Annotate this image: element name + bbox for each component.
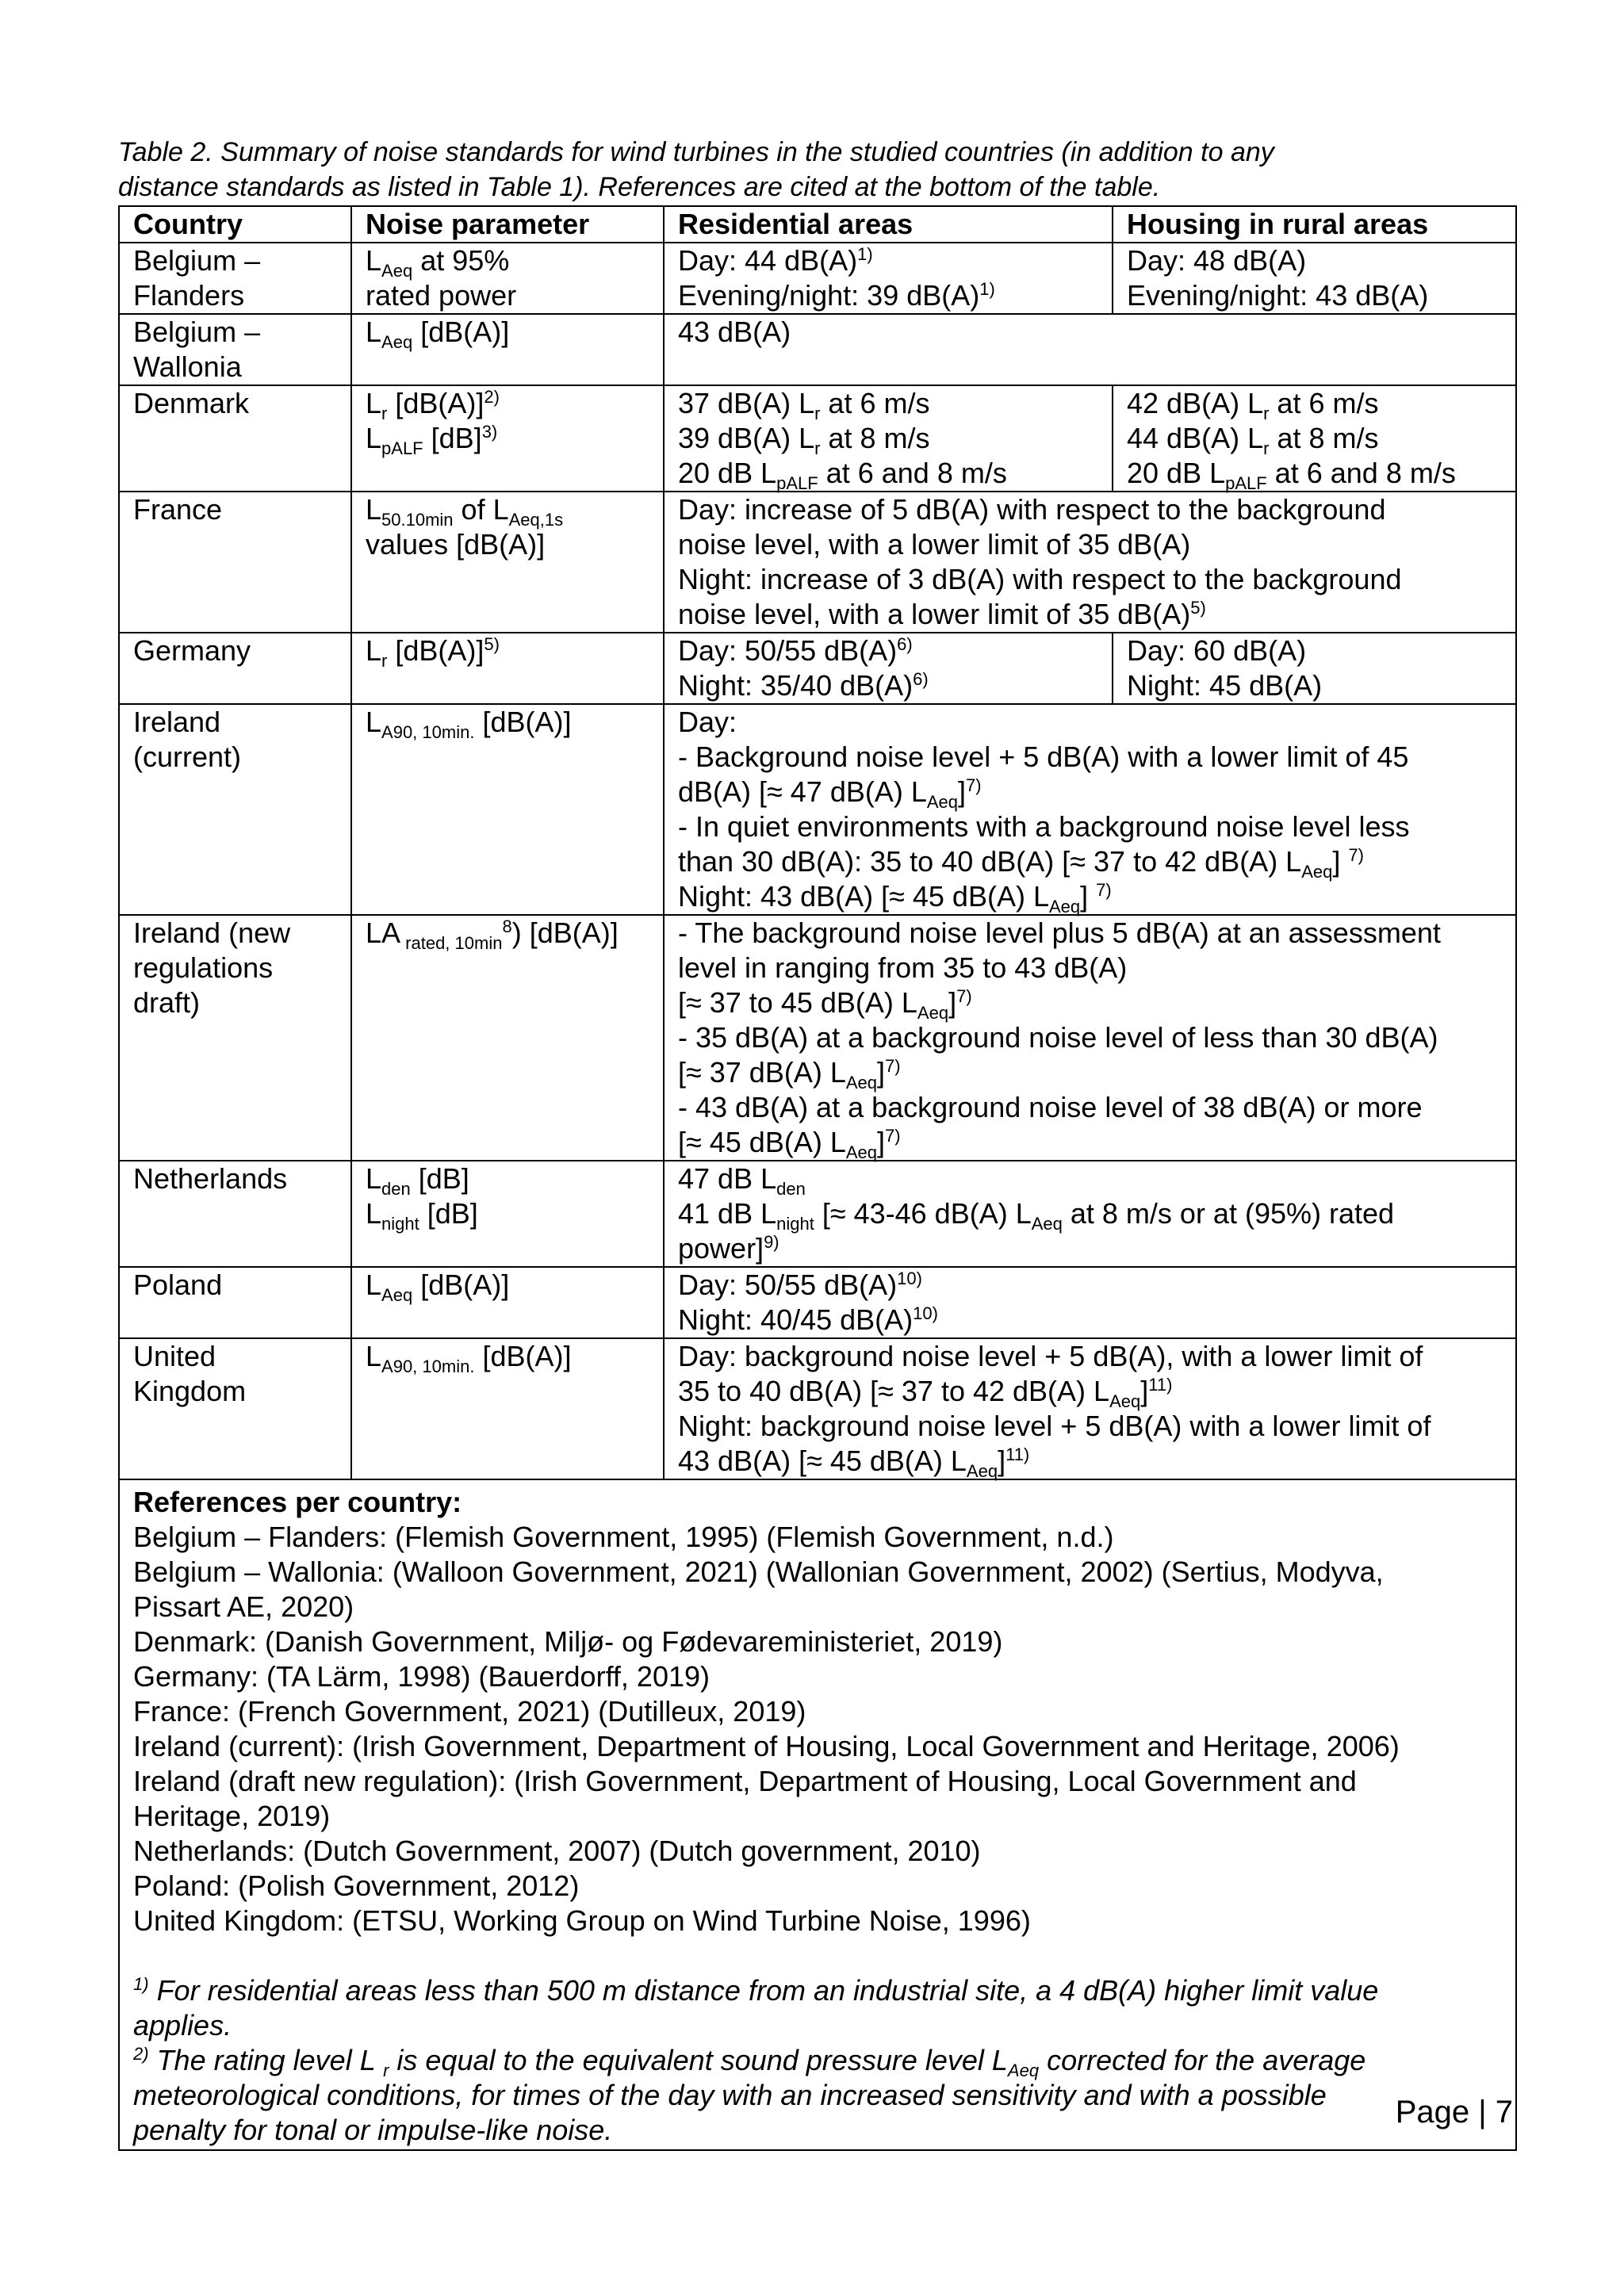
table-row — [119, 1338, 1516, 1479]
table-row — [119, 915, 1516, 1161]
noise-standards-table — [118, 205, 1517, 2151]
country-cell: United Kingdom — [119, 1338, 351, 1479]
table-row — [119, 1267, 1516, 1338]
country-cell: Denmark — [119, 385, 351, 492]
residential-cell: Day: 50/55 $dB(A)^{6)}$ Night: 35/40 $dB(A)^{6)}$ — [664, 633, 1113, 704]
reference-line: Germany: (TA Lärm, 1998) (Bauerdorff, 2019) — [133, 1660, 710, 1693]
parameter-cell: $L_{A90, 10min.}$ [dB(A)] — [351, 704, 664, 915]
residential-cell: - The background noise level plus 5 dB(A) at an assessment level in ranging from 35 to 43 dB(A) [≈ 37 to 45 dB(A) $L_{Aeq}]^{7)}$ - 35 dB(A) at a background noise level of less than 30 dB(A) [≈ 37 dB(A) $L_{Aeq}]^{7)}$ - 43 dB(A) at a background noise level of 38 dB(A) or more [≈ 45 dB(A) $L_{Aeq}]^{7)}$ — [664, 915, 1516, 1161]
table-row — [119, 314, 1516, 385]
table-row — [119, 243, 1516, 314]
header-row — [119, 206, 1516, 243]
country-cell: Ireland (new regulations draft) — [119, 915, 351, 1161]
rural-cell: Day: 48 dB(A) Evening/night: 43 dB(A) — [1113, 243, 1516, 314]
rural-cell: Day: 60 dB(A) Night: 45 dB(A) — [1113, 633, 1516, 704]
references-heading: References per country: — [133, 1486, 462, 1518]
rural-cell: 42 dB(A) $L_r$ at 6 m/s 44 dB(A) $L_r$ at 8 m/s 20 dB $L_{pALF}$ at 6 and 8 m/s — [1113, 385, 1516, 492]
country-cell: Germany — [119, 633, 351, 704]
country-cell: Poland — [119, 1267, 351, 1338]
table-caption — [118, 135, 1514, 205]
header-residential: Residential areas — [664, 206, 1113, 243]
reference-line: Pissart AE, 2020) — [133, 1590, 354, 1623]
footnote-1: $^{1)}$ For residential areas less than 500 m distance from an industrial site, a 4 dB(A) higher limit value — [133, 1974, 1379, 2007]
parameter-cell: $L_{Aeq}$ [dB(A)] — [351, 1267, 664, 1338]
reference-line: Heritage, 2019) — [133, 1800, 331, 1832]
country-cell: Ireland (current) — [119, 704, 351, 915]
references-cell: References per country: Belgium – Flanders: (Flemish Government, 1995) (Flemish Government, n.d.) Belgium – Wallonia: (Walloon Government, 2021) (Wallonian Government, 2002) (Sertius, Modyva, Pissart AE, 2020) Denmark: (Danish Government, Miljø- og Fødevareministeriet, 2019) Germany: (TA Lärm, 1998) (Bauerdorff, 2019) France: (French Government, 2021) (Dutilleux, 2019) Ireland (current): (Irish Government, Department of Housing, Local Government and Heritage, 2006) Ireland (draft new regulation): (Irish Government, Department of Housing, Local Government and Heritage, 2019) Netherlands: (Dutch Government, 2007) (Dutch government, 2010) Poland: (Polish Government, 2012) United Kingdom: (ETSU, Working Group on Wind Turbine Noise, 1996) $^{1)}$ For residential areas less than 500 m distance from an industrial site, a 4 dB(A) higher limit value applies. $^{2)}$ The rating level L $_r$ is equal to the equivalent sound pressure level $L_{Aeq}$ corrected for the average meteorological conditions, for times of the day with an increased sensitivity and with a possible penalty for tonal or impulse-like noise. — [119, 1479, 1516, 2150]
reference-line: Ireland (current): (Irish Government, Department of Housing, Local Government and Heritage, 2006) — [133, 1730, 1400, 1762]
header-noise-parameter: Noise parameter — [351, 206, 664, 243]
reference-line: Belgium – Wallonia: (Walloon Government, 2021) (Wallonian Government, 2002) (Sertius, Modyva, — [133, 1556, 1384, 1588]
country-cell: France — [119, 492, 351, 633]
reference-line: France: (French Government, 2021) (Dutilleux, 2019) — [133, 1695, 806, 1728]
parameter-cell: $L_{den}$ [dB] $L_{night}$ [dB] — [351, 1161, 664, 1267]
residential-cell: Day: 44 $dB(A)^{1)}$ Evening/night: 39 $dB(A)^{1)}$ — [664, 243, 1113, 314]
reference-line: Ireland (draft new regulation): (Irish Government, Department of Housing, Local Government and — [133, 1765, 1357, 1797]
residential-cell: 37 dB(A) $L_r$ at 6 m/s 39 dB(A) $L_r$ at 8 m/s 20 dB $L_{pALF}$ at 6 and 8 m/s — [664, 385, 1113, 492]
table-row — [119, 1161, 1516, 1267]
footnote-2: $^{2)}$ The rating level L $_r$ is equal to the equivalent sound pressure level $L_{Aeq}$ corrected for the average — [133, 2044, 1366, 2081]
country-cell: Belgium – Wallonia — [119, 314, 351, 385]
reference-line: Denmark: (Danish Government, Miljø- og Fødevareministeriet, 2019) — [133, 1625, 1003, 1658]
parameter-cell: $L_{Aeq}$ at 95% rated power — [351, 243, 664, 314]
residential-cell: Day: 50/55 $dB(A)^{10)}$ Night: 40/45 $dB(A)^{10)}$ — [664, 1267, 1516, 1338]
parameter-cell: $L_{50.10min}$ of $L_{Aeq,1s}$ values [dB(A)] — [351, 492, 664, 633]
residential-cell: Day: - Background noise level + 5 dB(A) with a lower limit of 45 dB(A) [≈ 47 dB(A) $L_{Aeq}]^{7)}$ - In quiet environments with a background noise level less than 30 dB(A): 35 to 40 dB(A) [≈ 37 to 42 dB(A) $L_{Aeq}$] $^{7)}$ Night: 43 dB(A) [≈ 45 dB(A) $L_{Aeq}$] $^{7)}$ — [664, 704, 1516, 915]
reference-line: Poland: (Polish Government, 2012) — [133, 1869, 580, 1902]
residential-cell: 43 dB(A) — [664, 314, 1516, 385]
table-row — [119, 385, 1516, 492]
reference-line: Netherlands: (Dutch Government, 2007) (Dutch government, 2010) — [133, 1835, 981, 1867]
references-row — [119, 1479, 1516, 2150]
reference-line: Belgium – Flanders: (Flemish Government, 1995) (Flemish Government, n.d.) — [133, 1521, 1114, 1553]
country-cell: Netherlands — [119, 1161, 351, 1267]
table-row — [119, 492, 1516, 633]
residential-cell: 47 dB $L_{den}$ 41 dB $L_{night}$ [≈ 43-46 dB(A) $L_{Aeq}$ at 8 m/s or at (95%) rated power]$^{9)}$ — [664, 1161, 1516, 1267]
header-rural: Housing in rural areas — [1113, 206, 1516, 243]
parameter-cell: LA $_{rated, 10min}^8$) [dB(A)] — [351, 915, 664, 1161]
caption-line: distance standards as listed in Table 1). References are cited at the bottom of the table. — [118, 172, 1161, 202]
caption-line: Table 2. Summary of noise standards for wind turbines in the studied countries (in addition to any — [118, 137, 1274, 167]
page-number: Page | 7 — [1395, 2095, 1513, 2130]
parameter-cell: $L_r$ $[dB(A)]^{5)}$ — [351, 633, 664, 704]
residential-cell: Day: increase of 5 dB(A) with respect to the background noise level, with a lower limit of 35 dB(A) Night: increase of 3 dB(A) with respect to the background noise level, with a lower limit of 35 $dB(A)^{5)}$ — [664, 492, 1516, 633]
table-row — [119, 704, 1516, 915]
reference-line: United Kingdom: (ETSU, Working Group on Wind Turbine Noise, 1996) — [133, 1904, 1031, 1937]
parameter-cell: $L_{A90, 10min.}$ [dB(A)] — [351, 1338, 664, 1479]
header-country: Country — [119, 206, 351, 243]
residential-cell: Day: background noise level + 5 dB(A), with a lower limit of 35 to 40 dB(A) [≈ 37 to 42 dB(A) $L_{Aeq}]^{11)}$ Night: background noise level + 5 dB(A) with a lower limit of 43 dB(A) [≈ 45 dB(A) $L_{Aeq}]^{11)}$ — [664, 1338, 1516, 1479]
parameter-cell: $L_r$ $[dB(A)]^{2)}$ $L_{pALF}$ [dB]$^{3)}$ — [351, 385, 664, 492]
country-cell: Belgium – Flanders — [119, 243, 351, 314]
parameter-cell: $L_{Aeq}$ [dB(A)] — [351, 314, 664, 385]
table-row — [119, 633, 1516, 704]
